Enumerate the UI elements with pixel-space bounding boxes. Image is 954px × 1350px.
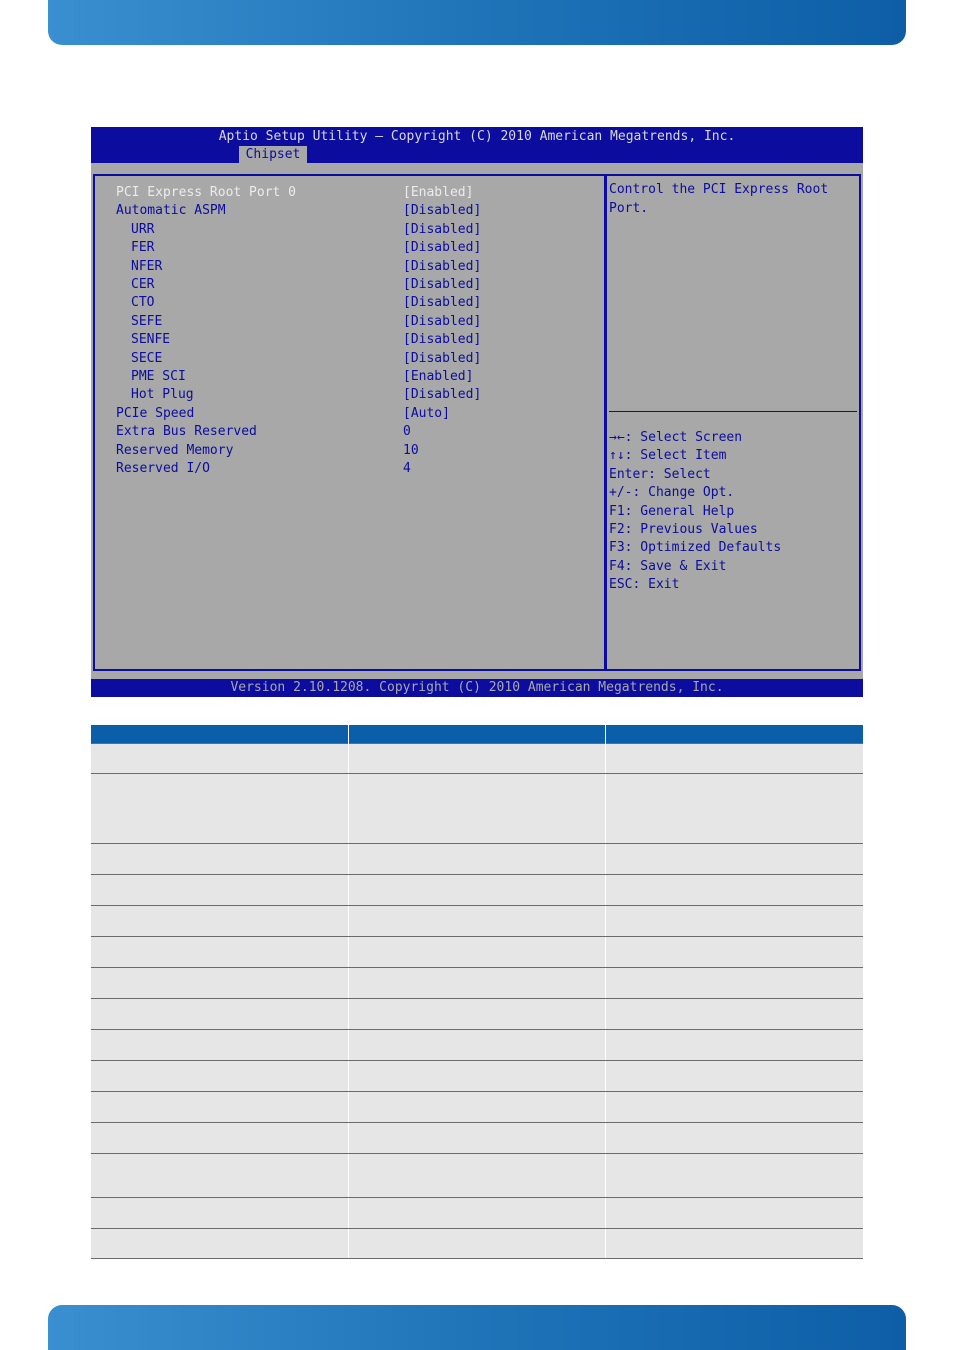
setting-value: [Disabled]: [403, 277, 482, 292]
setting-value: [Auto]: [403, 405, 450, 421]
table-cell: [348, 1030, 605, 1061]
setting-label: PME SCI: [131, 369, 186, 384]
setting-label: Reserved Memory: [116, 442, 234, 458]
table-cell: [605, 774, 863, 844]
setting-pcie-speed[interactable]: [116, 405, 596, 423]
setting-value: [Disabled]: [403, 258, 482, 274]
tab-chipset[interactable]: Chipset: [239, 146, 307, 163]
setting-label: SENFE: [131, 332, 171, 348]
key-help-select-item: ↑↓: Select Item: [609, 448, 727, 464]
setting-label: SEFE: [131, 313, 163, 329]
table-cell: [91, 906, 348, 937]
key-help-optimized-defaults: F3: Optimized Defaults: [609, 540, 782, 556]
key-help-save-exit: F4: Save & Exit: [609, 558, 727, 574]
bios-title: Aptio Setup Utility – Copyright (C) 2010 American Megatrends, Inc.: [218, 129, 736, 144]
setting-value: 0: [403, 424, 411, 440]
help-panel: [604, 174, 861, 671]
setting-cer[interactable]: [116, 276, 596, 294]
table-cell: [605, 1229, 863, 1259]
table-cell: [348, 875, 605, 906]
table-row: [91, 1061, 863, 1092]
bios-header: [91, 127, 863, 163]
footer-band: [48, 1305, 906, 1350]
table-cell: [348, 906, 605, 937]
setting-label: NFER: [131, 258, 163, 274]
setting-value: [Disabled]: [403, 221, 482, 237]
settings-panel: [93, 174, 607, 671]
setting-value: [Disabled]: [403, 203, 482, 219]
table-cell: [348, 1229, 605, 1259]
table-cell: [348, 999, 605, 1030]
table-row: [91, 1154, 863, 1198]
table-cell: [91, 1061, 348, 1092]
setting-hot-plug[interactable]: [116, 386, 596, 404]
help-divider: [609, 411, 857, 412]
setting-senfe[interactable]: [116, 331, 596, 349]
table-cell: [91, 1154, 348, 1198]
setting-pci-express-root-port-0[interactable]: [116, 184, 596, 202]
key-help-esc-exit: ESC: Exit: [609, 577, 680, 593]
setting-value: [Enabled]: [403, 185, 474, 200]
table-cell: [91, 1030, 348, 1061]
setting-value: [Disabled]: [403, 313, 482, 329]
table-cell: [605, 844, 863, 875]
setting-label: CER: [131, 277, 155, 292]
table-cell: [348, 968, 605, 999]
table-header-description: [605, 725, 863, 744]
table-cell: [348, 844, 605, 875]
setting-label: URR: [131, 221, 155, 237]
key-help-previous-values: F2: Previous Values: [609, 521, 758, 537]
table-cell: [348, 1154, 605, 1198]
table-cell: [91, 999, 348, 1030]
table-header-feature: [91, 725, 348, 744]
table-cell: [605, 1061, 863, 1092]
bios-screen: [91, 127, 863, 697]
setting-nfer[interactable]: [116, 258, 596, 276]
table-row: [91, 844, 863, 875]
table-row: [91, 1123, 863, 1154]
settings-table: [91, 725, 863, 1259]
setting-label: FER: [131, 240, 155, 256]
table-cell: [91, 744, 348, 774]
table-cell: [348, 744, 605, 774]
key-legend: [609, 429, 857, 595]
table-row: [91, 774, 863, 844]
setting-extra-bus-reserved[interactable]: [116, 423, 596, 441]
setting-value: [Disabled]: [403, 332, 482, 348]
table-cell: [91, 875, 348, 906]
table-row: [91, 875, 863, 906]
table-cell: [348, 937, 605, 968]
table-cell: [91, 1229, 348, 1259]
table-cell: [348, 774, 605, 844]
setting-label: CTO: [131, 295, 155, 311]
help-description: Control the PCI Express Root Port.: [609, 182, 829, 216]
table-cell: [91, 1198, 348, 1229]
table-cell: [348, 1061, 605, 1092]
setting-sefe[interactable]: [116, 313, 596, 331]
setting-value: [Enabled]: [403, 369, 474, 384]
table-row: [91, 1198, 863, 1229]
setting-value: [Disabled]: [403, 387, 482, 403]
setting-fer[interactable]: [116, 239, 596, 257]
table-cell: [91, 774, 348, 844]
table-cell: [348, 1198, 605, 1229]
table-cell: [605, 1030, 863, 1061]
setting-value: 4: [403, 461, 411, 476]
table-cell: [605, 906, 863, 937]
table-cell: [91, 937, 348, 968]
header-band: [48, 0, 906, 45]
setting-value: 10: [403, 442, 419, 458]
setting-label: Hot Plug: [131, 387, 194, 403]
setting-sece[interactable]: [116, 350, 596, 368]
table-cell: [605, 875, 863, 906]
key-help-general-help: F1: General Help: [609, 503, 735, 519]
setting-label: Extra Bus Reserved: [116, 424, 257, 440]
table-cell: [605, 1123, 863, 1154]
setting-reserved-io[interactable]: [116, 460, 596, 478]
setting-value: [Disabled]: [403, 240, 482, 256]
table-cell: [348, 1092, 605, 1123]
setting-label: PCIe Speed: [116, 405, 195, 421]
setting-label: Reserved I/O: [116, 461, 210, 476]
setting-cto[interactable]: [116, 294, 596, 312]
setting-label: PCI Express Root Port 0: [116, 185, 297, 200]
setting-pme-sci[interactable]: [116, 368, 596, 386]
bios-footer: Version 2.10.1208. Copyright (C) 2010 American Megatrends, Inc.: [91, 679, 863, 697]
key-help-select-screen: →←: Select Screen: [609, 430, 743, 445]
table-row: [91, 1030, 863, 1061]
setting-value: [Disabled]: [403, 350, 482, 366]
key-help-change-opt: +/-: Change Opt.: [609, 485, 735, 501]
table-cell: [91, 1092, 348, 1123]
table-cell: [91, 968, 348, 999]
table-cell: [91, 844, 348, 875]
table-cell: [605, 1154, 863, 1198]
table-cell: [605, 1092, 863, 1123]
table-row: [91, 744, 863, 774]
key-help-enter: Enter: Select: [609, 466, 711, 482]
table-header-options: [348, 725, 605, 744]
setting-label: SECE: [131, 350, 163, 366]
setting-urr[interactable]: [116, 221, 596, 239]
table-row: [91, 999, 863, 1030]
setting-label: Automatic ASPM: [116, 203, 226, 219]
table-row: [91, 968, 863, 999]
table-row: [91, 1229, 863, 1259]
table-cell: [605, 1198, 863, 1229]
setting-value: [Disabled]: [403, 295, 482, 311]
table-cell: [605, 999, 863, 1030]
setting-automatic-aspm[interactable]: [116, 202, 596, 220]
table-row: [91, 1092, 863, 1123]
table-row: [91, 906, 863, 937]
table-cell: [348, 1123, 605, 1154]
table-cell: [91, 1123, 348, 1154]
table-cell: [605, 968, 863, 999]
table-row: [91, 937, 863, 968]
setting-reserved-memory[interactable]: [116, 442, 596, 460]
table-cell: [605, 744, 863, 774]
table-cell: [605, 937, 863, 968]
